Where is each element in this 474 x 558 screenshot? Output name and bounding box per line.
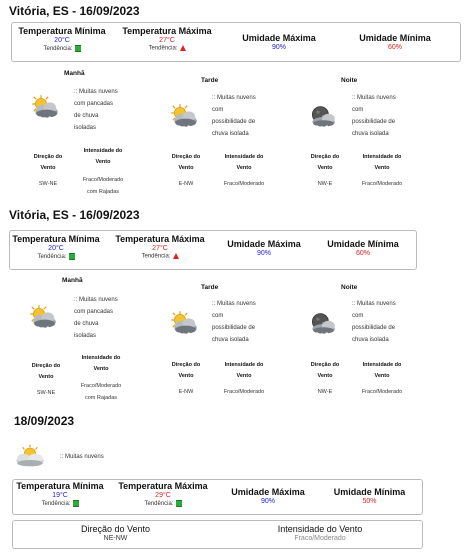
sun-clouds-icon — [14, 444, 46, 468]
wind-direction-value: E-NW — [178, 181, 194, 187]
up-arrow-icon — [180, 45, 186, 51]
trend-label: Tendência: — [148, 45, 178, 52]
moon-cloud-rain-icon — [306, 310, 338, 338]
sun-cloud-rain-icon — [29, 94, 61, 122]
wind-intensity-value: Fraco/Moderado com Rajadas — [80, 383, 122, 401]
trend-label: Tendência: — [41, 501, 71, 508]
period-morning: Manhã — [62, 277, 83, 284]
wind-intensity-value: Fraco/Moderado — [223, 181, 265, 187]
temp-min-value: 19°C — [52, 492, 68, 499]
period-night: Noite — [341, 77, 358, 84]
trend-label: Tendência: — [37, 254, 67, 261]
wind-intensity-label: Intensidade do Vento — [81, 355, 121, 372]
temp-min-value: 20°C — [48, 245, 64, 252]
steady-icon — [69, 253, 75, 260]
forecast-description: :: Muitas nuvens — [60, 454, 104, 460]
temp-min-label: Temperatura Mínima — [16, 481, 104, 491]
wind-direction-value: NW-E — [317, 389, 333, 395]
wind-direction-label: Direção do Vento — [171, 362, 201, 379]
up-arrow-icon — [173, 253, 179, 259]
wind-direction-value: NE-NW — [103, 535, 128, 542]
wind-intensity-value: Fraco/Moderado — [223, 389, 265, 395]
sun-cloud-rain-icon — [168, 310, 200, 338]
temp-max-value: 29°C — [155, 492, 171, 499]
humidity-max-value: 90% — [260, 498, 275, 505]
temperature-summary — [9, 230, 417, 270]
forecast-description: :: Muitas nuvens com pancadas de chuva isoladas — [74, 297, 118, 339]
sun-cloud-rain-icon — [168, 103, 200, 131]
trend-label: Tendência: — [144, 501, 174, 508]
temp-min-label: Temperatura Mínima — [12, 234, 100, 244]
temp-max-label: Temperatura Máxima — [118, 481, 208, 491]
wind-direction-value: SW-NE — [36, 390, 56, 396]
humidity-max-label: Umidade Máxima — [242, 33, 316, 43]
wind-intensity-value: Fraco/Moderado — [294, 535, 346, 542]
humidity-min-label: Umidade Mínima — [359, 33, 431, 43]
period-afternoon: Tarde — [201, 284, 219, 291]
humidity-max-value: 90% — [271, 44, 286, 51]
wind-intensity-value: Fraco/Moderado — [361, 389, 403, 395]
temp-max-label: Temperatura Máxima — [122, 26, 212, 36]
humidity-max-label: Umidade Máxima — [227, 239, 301, 249]
wind-intensity-label: Intensidade do Vento — [224, 154, 264, 171]
moon-cloud-rain-icon — [306, 103, 338, 131]
humidity-min-value: 60% — [355, 250, 370, 257]
period-night: Noite — [341, 284, 358, 291]
wind-direction-label: Direção do Vento — [171, 154, 201, 171]
period-morning: Manhã — [64, 70, 85, 77]
steady-icon — [176, 500, 182, 507]
wind-direction-value: E-NW — [178, 389, 194, 395]
forecast-title: Vitória, ES - 16/09/2023 — [9, 208, 140, 222]
humidity-min-label: Umidade Mínima — [327, 239, 399, 249]
wind-intensity-label: Intensidade do Vento — [362, 362, 402, 379]
forecast-description: :: Muitas nuvens com possibilidade de chuva isolada — [212, 95, 256, 137]
wind-direction-label: Direção do Vento — [310, 362, 340, 379]
period-afternoon: Tarde — [201, 77, 219, 84]
wind-direction-label: Direção do Vento — [310, 154, 340, 171]
wind-direction-value: NW-E — [317, 181, 333, 187]
wind-intensity-label: Intensidade do Vento — [83, 148, 123, 165]
wind-intensity-value: Fraco/Moderado — [361, 181, 403, 187]
wind-intensity-label: Intensidade do Vento — [224, 362, 264, 379]
sun-cloud-rain-icon — [27, 304, 59, 332]
wind-direction-label: Direção do Vento — [31, 363, 61, 380]
temp-max-value: 27°C — [159, 37, 175, 44]
temp-min-label: Temperatura Mínima — [18, 26, 106, 36]
humidity-min-value: 60% — [387, 44, 402, 51]
temperature-summary — [12, 479, 423, 515]
forecast-title: Vitória, ES - 16/09/2023 — [9, 4, 140, 18]
steady-icon — [73, 500, 79, 507]
forecast-description: :: Muitas nuvens com possibilidade de chuva isolada — [212, 301, 256, 343]
forecast-description: :: Muitas nuvens com possibilidade de chuva isolada — [352, 95, 396, 137]
forecast-date: 18/09/2023 — [14, 414, 75, 428]
humidity-max-label: Umidade Máxima — [231, 487, 305, 497]
forecast-description: :: Muitas nuvens com pancadas de chuva isoladas — [74, 89, 118, 131]
humidity-min-label: Umidade Mínima — [333, 487, 406, 497]
trend-label: Tendência: — [141, 253, 171, 260]
temp-max-label: Temperatura Máxima — [115, 234, 205, 244]
humidity-max-value: 90% — [256, 250, 271, 257]
trend-label: Tendência: — [43, 46, 73, 53]
wind-direction-label: Direção do Vento — [80, 524, 151, 534]
wind-intensity-label: Intensidade do Vento — [362, 154, 402, 171]
wind-intensity-label: Intensidade do Vento — [277, 524, 363, 534]
forecast-description: :: Muitas nuvens com possibilidade de chuva isolada — [352, 301, 396, 343]
wind-summary — [12, 520, 423, 549]
temperature-summary — [11, 22, 461, 62]
temp-max-value: 27°C — [152, 245, 168, 252]
humidity-min-value: 50% — [362, 498, 377, 505]
wind-intensity-value: Fraco/Moderado com Rajadas — [82, 177, 124, 195]
temp-min-value: 20°C — [54, 37, 70, 44]
steady-icon — [75, 45, 81, 52]
wind-direction-label: Direção do Vento — [33, 154, 63, 171]
wind-direction-value: SW-NE — [38, 181, 58, 187]
